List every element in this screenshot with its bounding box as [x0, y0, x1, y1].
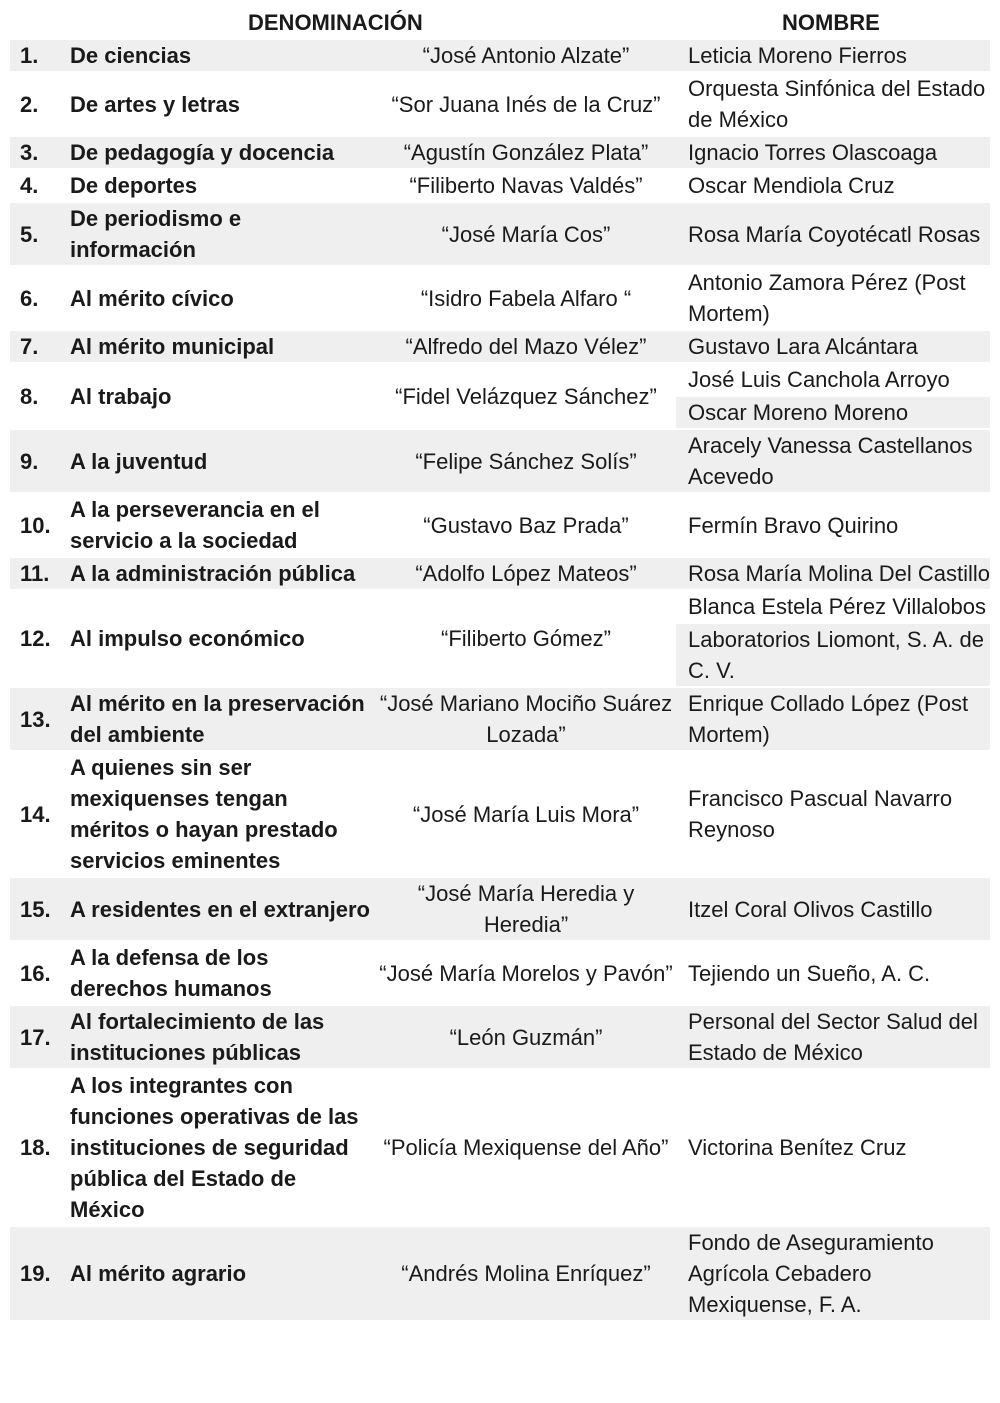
honoree-name-cell: “Fidel Velázquez Sánchez” — [376, 364, 676, 430]
category-cell: De ciencias — [70, 40, 376, 73]
table-row — [10, 942, 990, 1006]
table-row — [10, 1006, 990, 1070]
category-cell: De pedagogía y docencia — [70, 137, 376, 170]
row-number: 18. — [10, 1070, 70, 1227]
honoree-name-cell: “Filiberto Navas Valdés” — [376, 170, 676, 203]
recipient-cell: Laboratorios Liomont, S. A. de C. V. — [676, 624, 990, 688]
row-number: 10. — [10, 494, 70, 558]
row-number: 8. — [10, 364, 70, 430]
category-cell: Al impulso económico — [70, 591, 376, 688]
row-number: 19. — [10, 1227, 70, 1322]
recipient-cell: Leticia Moreno Fierros — [676, 40, 990, 73]
recipient-cell: Gustavo Lara Alcántara — [676, 331, 990, 364]
honoree-name-cell: “Filiberto Gómez” — [376, 591, 676, 688]
row-number: 15. — [10, 878, 70, 942]
row-number: 4. — [10, 170, 70, 203]
table-row — [10, 688, 990, 752]
category-cell: Al trabajo — [70, 364, 376, 430]
row-number: 16. — [10, 942, 70, 1006]
honoree-name-cell: “José María Morelos y Pavón” — [376, 942, 676, 1006]
recipient-cell: Blanca Estela Pérez Villalobos — [676, 591, 990, 624]
honoree-name-cell: “José Antonio Alzate” — [376, 40, 676, 73]
honoree-name-cell: “Alfredo del Mazo Vélez” — [376, 331, 676, 364]
recipient-cell: Francisco Pascual Navarro Reynoso — [676, 752, 990, 878]
row-number: 6. — [10, 267, 70, 331]
table-row — [10, 1227, 990, 1322]
recipient-cell: José Luis Canchola Arroyo — [676, 364, 990, 397]
honoree-name-cell: “Policía Mexiquense del Año” — [376, 1070, 676, 1227]
table-row — [10, 878, 990, 942]
category-cell: De periodismo e información — [70, 203, 376, 267]
recipient-cell: Fermín Bravo Quirino — [676, 494, 990, 558]
header-nombre: NOMBRE — [782, 10, 880, 35]
row-number: 11. — [10, 558, 70, 591]
category-cell: Al mérito cívico — [70, 267, 376, 331]
recipient-cell: Enrique Collado López (Post Mortem) — [676, 688, 990, 752]
honoree-name-cell: “Agustín González Plata” — [376, 137, 676, 170]
table-row — [10, 1070, 990, 1227]
table-row — [10, 203, 990, 267]
honoree-name-cell: “José María Heredia y Heredia” — [376, 878, 676, 942]
recipient-cell: Itzel Coral Olivos Castillo — [676, 878, 990, 942]
category-cell: A la administración pública — [70, 558, 376, 591]
category-cell: Al mérito agrario — [70, 1227, 376, 1322]
table-row — [10, 170, 990, 203]
row-number: 9. — [10, 430, 70, 494]
honoree-name-cell: “Isidro Fabela Alfaro “ — [376, 267, 676, 331]
recipient-cell: Orquesta Sinfónica del Estado de México — [676, 73, 990, 137]
honoree-name-cell: “Andrés Molina Enríquez” — [376, 1227, 676, 1322]
recipient-cell: Oscar Mendiola Cruz — [676, 170, 990, 203]
row-number: 14. — [10, 752, 70, 878]
recipient-cell: Tejiendo un Sueño, A. C. — [676, 942, 990, 1006]
row-number: 3. — [10, 137, 70, 170]
honoree-name-cell: “Sor Juana Inés de la Cruz” — [376, 73, 676, 137]
recipient-cell: Fondo de Aseguramiento Agrícola Cebadero Mexiquense, F. A. — [676, 1227, 990, 1322]
recipient-cell: Personal del Sector Salud del Estado de México — [676, 1006, 990, 1070]
row-number: 12. — [10, 591, 70, 688]
honoree-name-cell: “José María Luis Mora” — [376, 752, 676, 878]
category-cell: De deportes — [70, 170, 376, 203]
category-cell: Al fortalecimiento de las instituciones públicas — [70, 1006, 376, 1070]
table-row — [10, 494, 990, 558]
table-row — [10, 331, 990, 364]
table-row — [10, 137, 990, 170]
category-cell: A la perseverancia en el servicio a la sociedad — [70, 494, 376, 558]
table-row — [10, 267, 990, 331]
recipient-cell: Victorina Benítez Cruz — [676, 1070, 990, 1227]
row-number: 13. — [10, 688, 70, 752]
row-number: 17. — [10, 1006, 70, 1070]
honoree-name-cell: “León Guzmán” — [376, 1006, 676, 1070]
category-cell: A la juventud — [70, 430, 376, 494]
awards-table — [10, 40, 990, 1322]
table-row — [10, 430, 990, 494]
awards-table-body — [10, 40, 990, 1322]
category-cell: A quienes sin ser mexiquenses tengan méritos o hayan prestado servicios eminentes — [70, 752, 376, 878]
recipient-cell: Rosa María Coyotécatl Rosas — [676, 203, 990, 267]
recipient-cell: Aracely Vanessa Castellanos Acevedo — [676, 430, 990, 494]
category-cell: A la defensa de los derechos humanos — [70, 942, 376, 1006]
recipient-cell: Ignacio Torres Olascoaga — [676, 137, 990, 170]
honoree-name-cell: “José María Cos” — [376, 203, 676, 267]
honoree-name-cell: “Felipe Sánchez Solís” — [376, 430, 676, 494]
honoree-name-cell: “Adolfo López Mateos” — [376, 558, 676, 591]
recipient-cell: Rosa María Molina Del Castillo — [676, 558, 990, 591]
category-cell: A residentes en el extranjero — [70, 878, 376, 942]
category-cell: A los integrantes con funciones operativas de las instituciones de seguridad pública del Estado de México — [70, 1070, 376, 1227]
honoree-name-cell: “José Mariano Mociño Suárez Lozada” — [376, 688, 676, 752]
recipient-cell: Antonio Zamora Pérez (Post Mortem) — [676, 267, 990, 331]
table-row — [10, 40, 990, 73]
category-cell: De artes y letras — [70, 73, 376, 137]
table-row — [10, 364, 990, 397]
row-number: 7. — [10, 331, 70, 364]
table-row — [10, 558, 990, 591]
category-cell: Al mérito en la preservación del ambiente — [70, 688, 376, 752]
table-row — [10, 752, 990, 878]
recipient-cell: Oscar Moreno Moreno — [676, 397, 990, 430]
category-cell: Al mérito municipal — [70, 331, 376, 364]
header-denominacion: DENOMINACIÓN — [248, 10, 423, 35]
row-number: 2. — [10, 73, 70, 137]
table-row — [10, 73, 990, 137]
table-row — [10, 591, 990, 624]
row-number: 5. — [10, 203, 70, 267]
honoree-name-cell: “Gustavo Baz Prada” — [376, 494, 676, 558]
row-number: 1. — [10, 40, 70, 73]
